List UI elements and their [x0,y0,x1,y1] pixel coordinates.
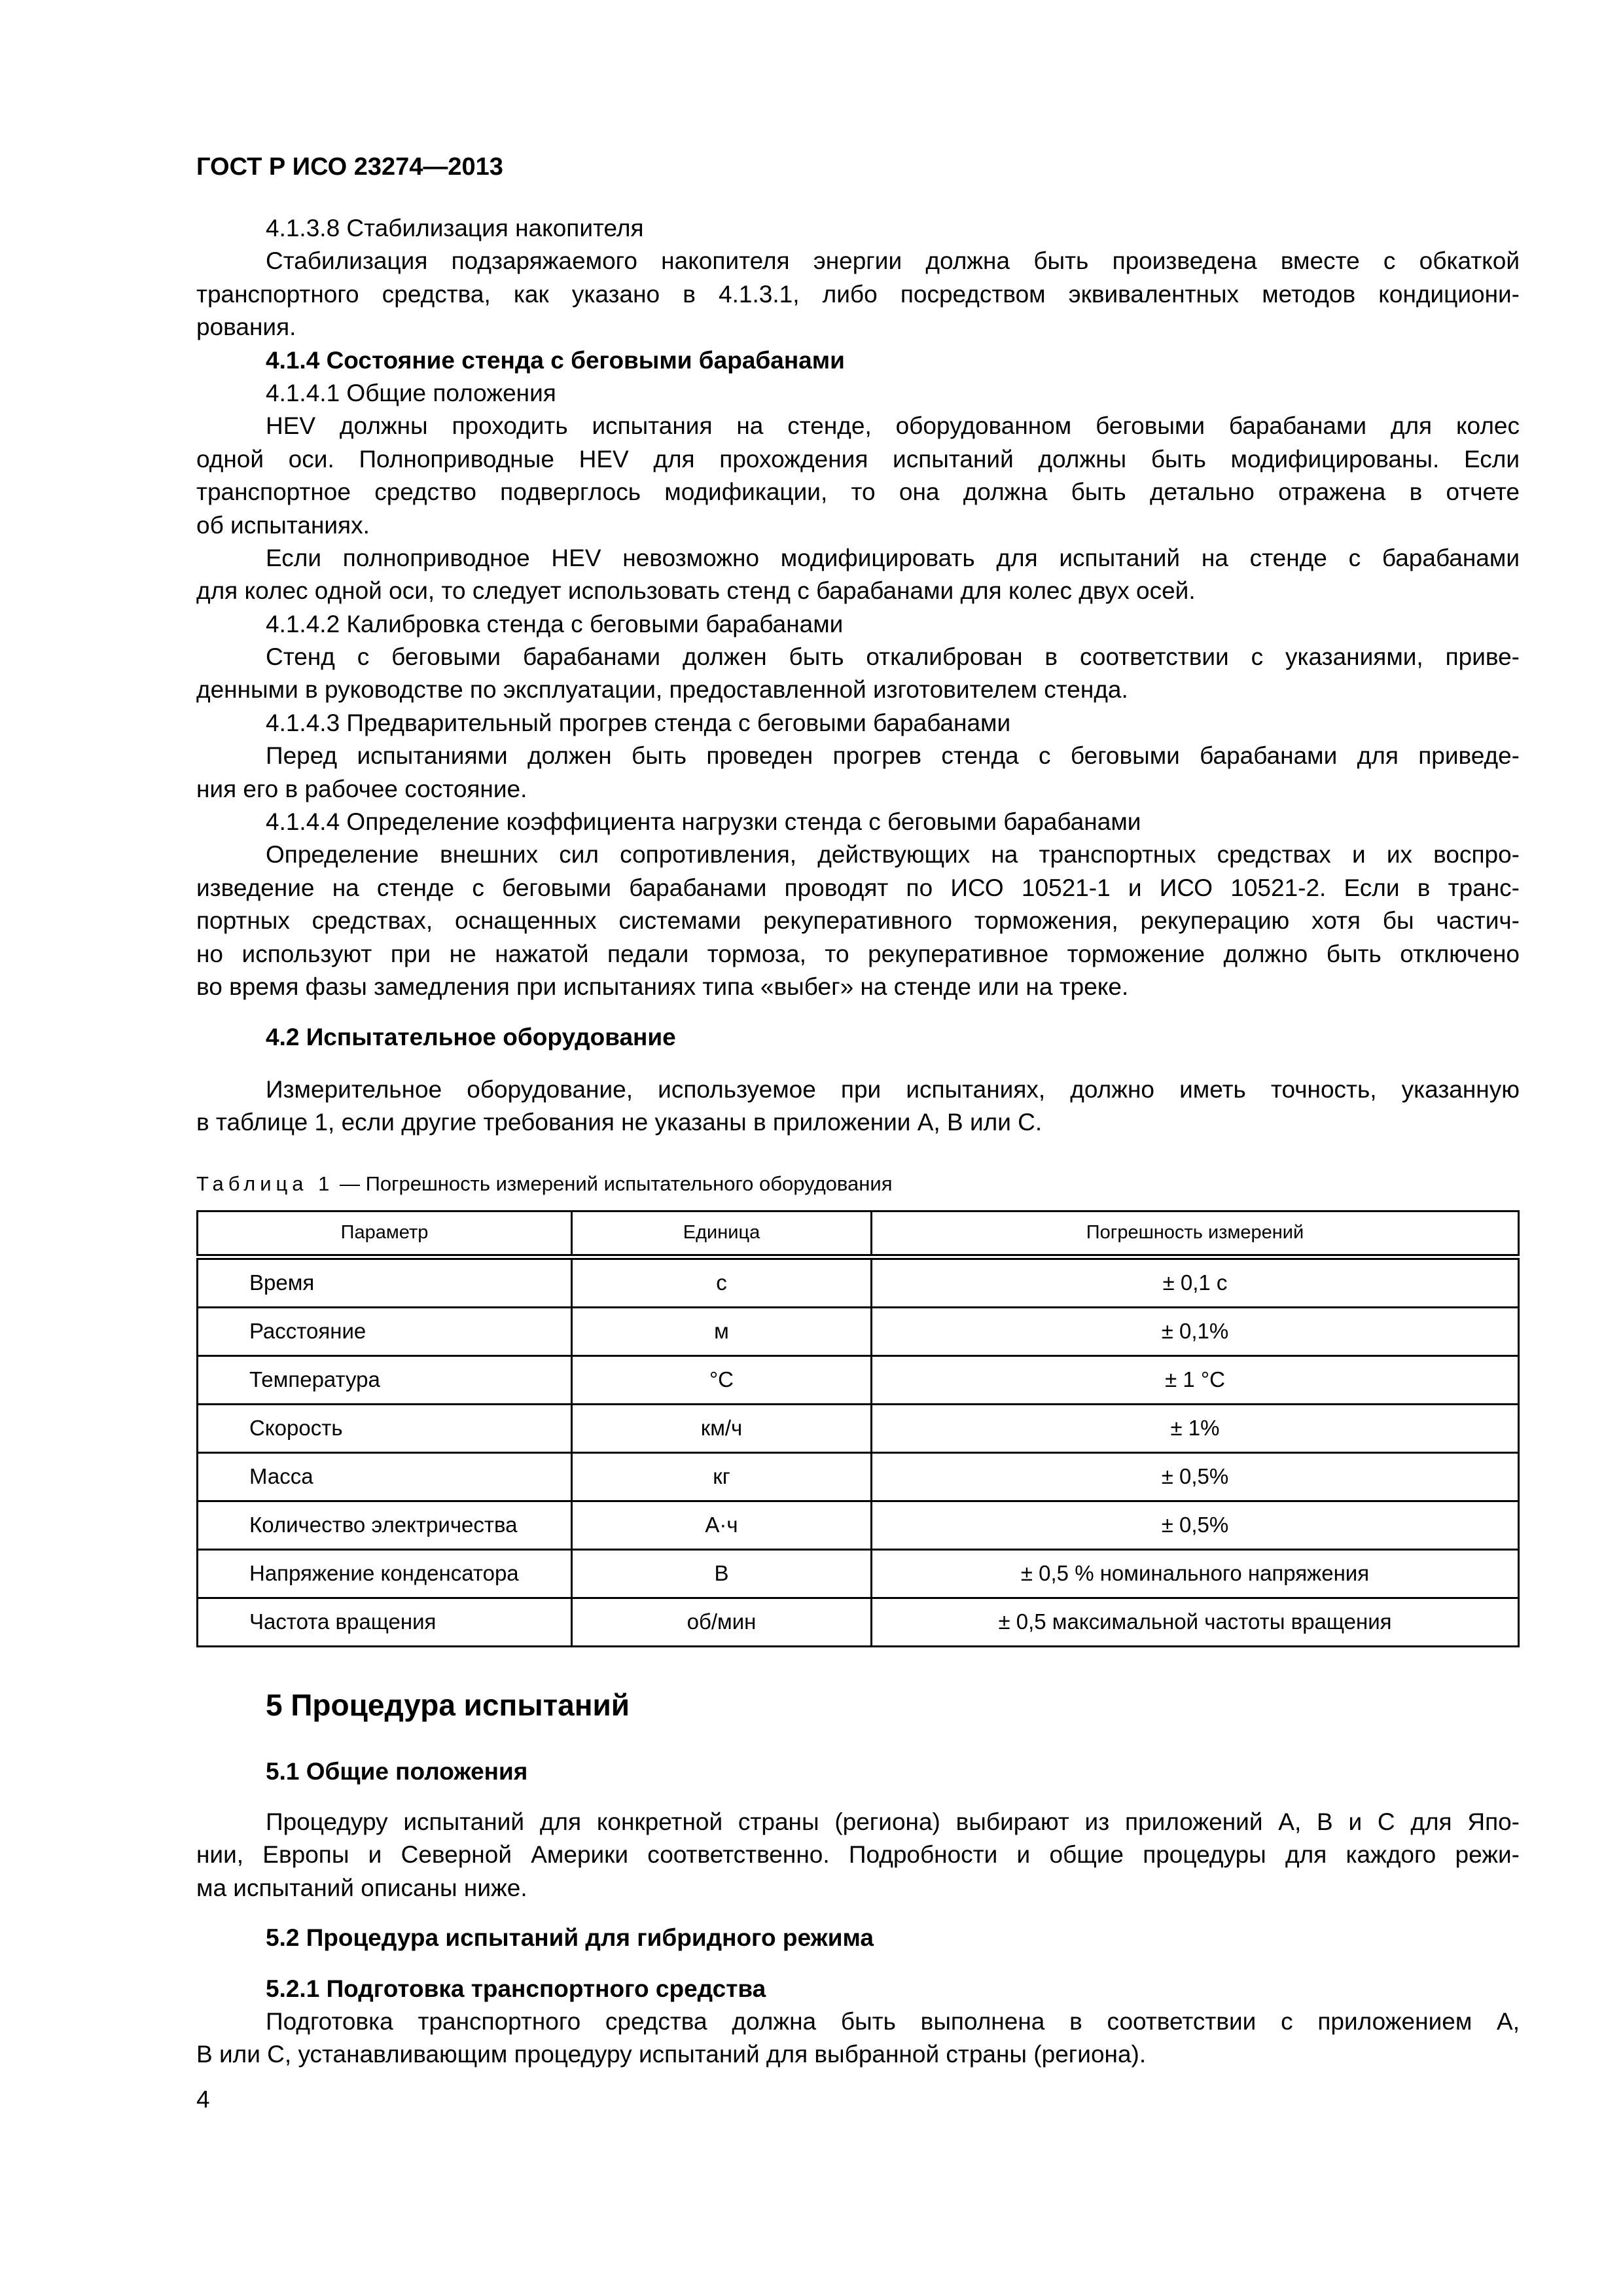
text-line: транспортное средство подверглось модификации, то она должна быть детально отражена в отчете [196,478,1520,506]
section-5-1-title: 5.1 Общие положения [266,1757,528,1785]
paragraph [196,245,1520,344]
cell-unit: кг [572,1452,872,1501]
cell-unit: км/ч [572,1404,872,1452]
paragraph [196,838,1520,1003]
text-line: ма испытаний описаны ниже. [196,1874,527,1901]
text-line: транспортного средства, как указано в 4.1.3.1, либо посредством эквивалентных методов кондициони- [196,280,1520,308]
paragraph [196,410,1520,542]
section-5-title: 5 Процедура испытаний [266,1687,630,1722]
text-line: одной оси. Полноприводные HEV для прохождения испытаний должны быть модифицированы. Если [196,445,1520,473]
section-4-1-4-title: 4.1.4 Состояние стенда с беговыми барабанами [266,346,845,374]
paragraph [196,2005,1520,2072]
text-line: нии, Европы и Северной Америки соответственно. Подробности и общие процедуры для каждого режи- [196,1841,1520,1869]
cell-parameter: Время [198,1257,572,1307]
text-line: Процедуру испытаний для конкретной страны (региона) выбирают из приложений А, В и С для Япо- [266,1808,1520,1835]
cell-unit: об/мин [572,1598,872,1646]
text-line: во время фазы замедления при испытаниях типа «выбег» на стенде или на треке. [196,973,1129,1000]
text-line: денными в руководстве по эксплуатации, предоставленной изготовителем стенда. [196,676,1128,704]
table-caption-label: Таблица 1 [196,1172,334,1195]
text-line: об испытаниях. [196,511,370,539]
paragraph [196,1806,1520,1905]
cell-parameter: Напряжение конденсатора [198,1549,572,1598]
cell-accuracy: ± 0,1 с [872,1257,1519,1307]
cell-unit: м [572,1307,872,1355]
section-4-1-4-1-title: 4.1.4.1 Общие положения [266,379,556,406]
text-line: портных средствах, оснащенных системами рекуперативного торможения, рекуперацию хотя бы частич- [196,907,1520,935]
table-row [198,1549,1519,1598]
paragraph [196,740,1520,806]
cell-parameter: Масса [198,1452,572,1501]
section-5-2-title: 5.2 Процедура испытаний для гибридного режима [266,1924,874,1952]
section-4-1-3-8-title: 4.1.3.8 Стабилизация накопителя [266,215,644,242]
text-line: для колес одной оси, то следует использовать стенд с барабанами для колес двух осей. [196,577,1196,605]
table-caption [196,1171,1520,1197]
text-line: Подготовка транспортного средства должна быть выполнена в соответствии с приложением А, [266,2007,1520,2035]
cell-parameter: Температура [198,1355,572,1404]
column-header-unit: Единица [572,1211,872,1257]
table-row [198,1355,1519,1404]
text-line: Перед испытаниями должен быть проведен прогрев стенда с беговыми барабанами для приведе- [266,742,1520,770]
text-line: Определение внешних сил сопротивления, действующих на транспортных средствах и их воспро- [266,841,1520,869]
page-number: 4 [196,2085,210,2113]
paragraph [196,542,1520,608]
page-body [196,212,1520,2116]
cell-accuracy: ± 1% [872,1404,1519,1452]
section-4-1-4-3-title: 4.1.4.3 Предварительный прогрев стенда с беговыми барабанами [266,709,1011,736]
cell-parameter: Количество электричества [198,1501,572,1549]
cell-parameter: Скорость [198,1404,572,1452]
cell-unit: °С [572,1355,872,1404]
cell-accuracy: ± 0,5% [872,1501,1519,1549]
table-row [198,1501,1519,1549]
table-row [198,1404,1519,1452]
text-line: ния его в рабочее состояние. [196,775,527,802]
cell-accuracy: ± 0,5 максимальной частоты вращения [872,1598,1519,1646]
section-5-2-1-title: 5.2.1 Подготовка транспортного средства [266,1975,766,2002]
section-4-2-title: 4.2 Испытательное оборудование [266,1024,676,1051]
cell-unit: А·ч [572,1501,872,1549]
table-row [198,1452,1519,1501]
cell-accuracy: ± 0,1% [872,1307,1519,1355]
table-caption-text: — Погрешность измерений испытательного оборудования [334,1172,893,1195]
cell-parameter: Частота вращения [198,1598,572,1646]
text-line: HEV должны проходить испытания на стенде, оборудованном беговыми барабанами для колес [266,412,1520,440]
document-code-header: ГОСТ Р ИСО 23274—2013 [196,153,503,181]
text-line: в таблице 1, если другие требования не указаны в приложении А, В или С. [196,1109,1043,1136]
table-row [198,1257,1519,1307]
text-line: Стенд с беговыми барабанами должен быть откалиброван в соответствии с указаниями, приве- [266,643,1520,671]
section-4-1-4-4-title: 4.1.4.4 Определение коэффициента нагрузки стенда с беговыми барабанами [266,808,1141,836]
text-line: В или С, устанавливающим процедуру испытаний для выбранной страны (региона). [196,2041,1147,2068]
text-line: но используют при не нажатой педали тормоза, то рекуперативное торможение должно быть отключено [196,940,1520,967]
cell-unit: с [572,1257,872,1307]
cell-unit: В [572,1549,872,1598]
cell-parameter: Расстояние [198,1307,572,1355]
table-row [198,1307,1519,1355]
cell-accuracy: ± 0,5 % номинального напряжения [872,1549,1519,1598]
column-header-parameter: Параметр [198,1211,572,1257]
paragraph [196,1073,1520,1139]
table-row [198,1598,1519,1646]
text-line: Если полноприводное HEV невозможно модифицировать для испытаний на стенде с барабанами [266,544,1520,571]
text-line: Стабилизация подзаряжаемого накопителя энергии должна быть произведена вместе с обкаткой [266,247,1520,275]
text-line: рования. [196,314,296,341]
measurement-accuracy-table [196,1210,1520,1647]
text-line: Измерительное оборудование, используемое при испытаниях, должно иметь точность, указанную [266,1075,1520,1103]
cell-accuracy: ± 1 °С [872,1355,1519,1404]
section-4-1-4-2-title: 4.1.4.2 Калибровка стенда с беговыми барабанами [266,610,844,637]
column-header-accuracy: Погрешность измерений [872,1211,1519,1257]
text-line: изведение на стенде с беговыми барабанами проводят по ИСО 10521-1 и ИСО 10521-2. Если в транс- [196,874,1520,901]
cell-accuracy: ± 0,5% [872,1452,1519,1501]
paragraph [196,641,1520,707]
table-header-row [198,1211,1519,1257]
